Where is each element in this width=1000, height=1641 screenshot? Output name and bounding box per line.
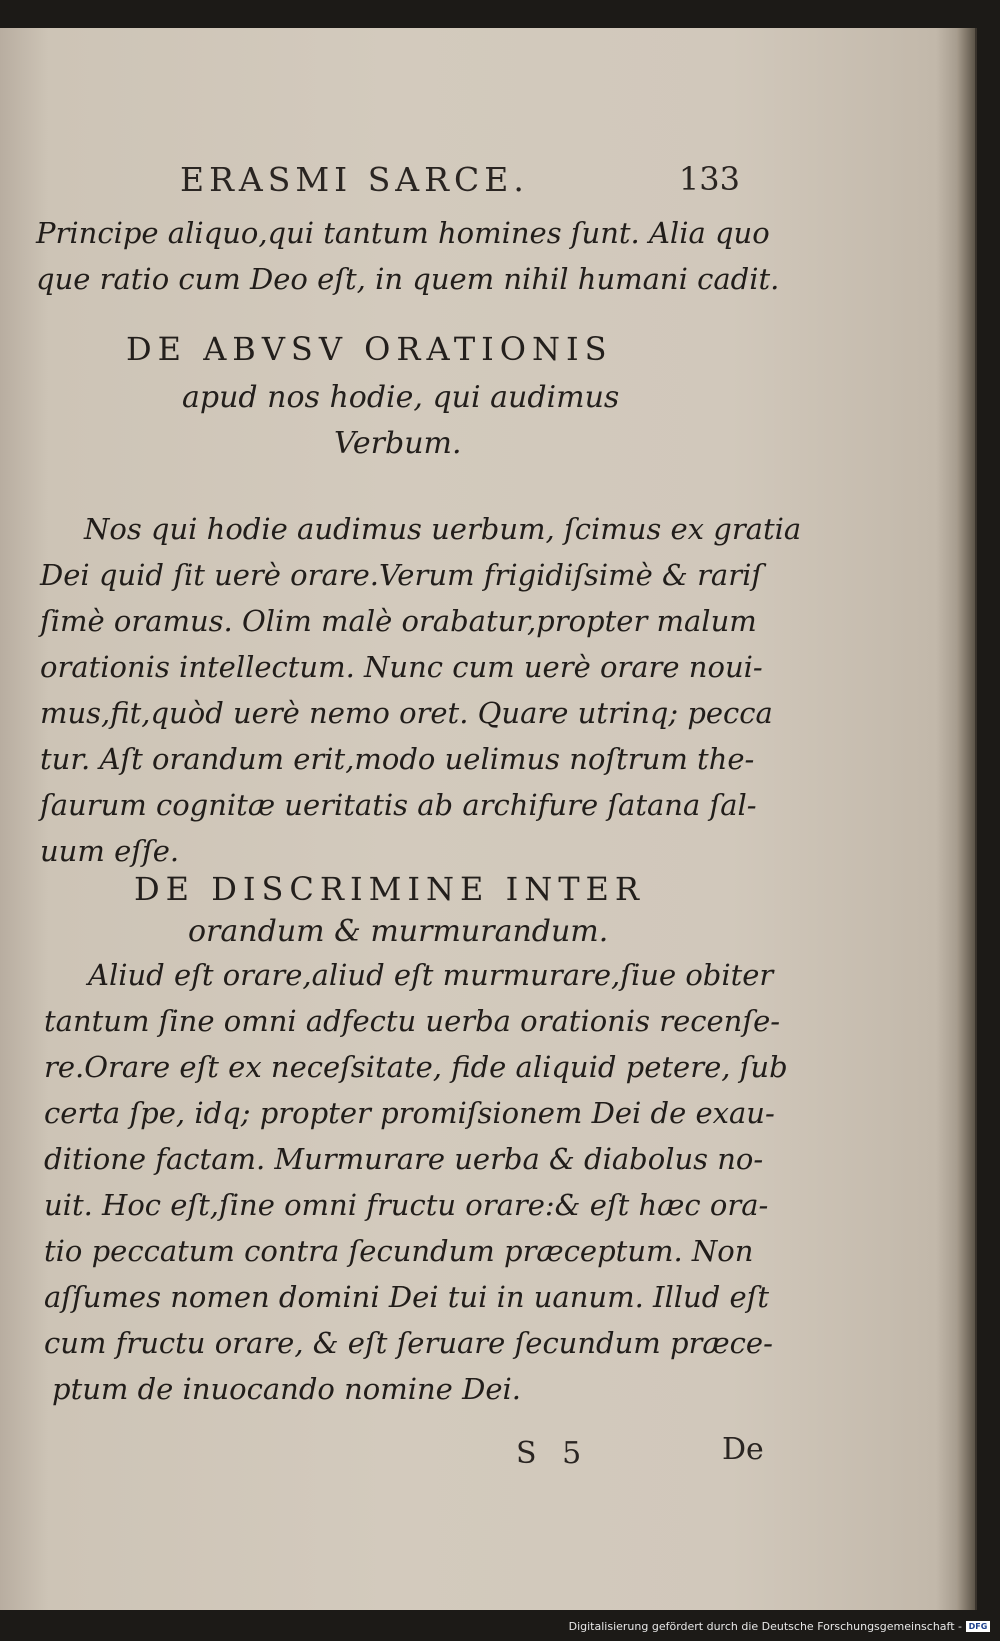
section-subheading: Verbum. [334, 426, 462, 461]
running-title: ERASMI SARCE. [180, 160, 529, 199]
text-line: ſaurum cognitæ ueritatis ab archifure ſatana ſal- [40, 788, 757, 822]
text-line: mus,fit,quòd uerè nemo oret. Quare utrinq; pecca [40, 696, 773, 730]
text-line: certa ſpe, idq; propter promiſsionem Dei de exau- [44, 1096, 775, 1130]
catchword: De [722, 1432, 764, 1467]
signature-mark: S 5 [516, 1436, 590, 1471]
text-line: uum eſſe. [40, 834, 180, 868]
text-line: orationis intellectum. Nunc cum uerè orare noui- [40, 650, 763, 684]
text-line: tantum ſine omni adfectu uerba orationis recenſe- [44, 1004, 781, 1038]
text-line: re.Orare eſt ex neceſsitate, fide aliquid petere, ſub [44, 1050, 788, 1084]
section-heading: DE DISCRIMINE INTER [134, 870, 645, 908]
text-line: que ratio cum Deo eſt, in quem nihil humani cadit. [36, 262, 780, 296]
text-line: Aliud eſt orare,aliud eſt murmurare,ſiue obiter [88, 958, 774, 992]
text-line: aſſumes nomen domini Dei tui in uanum. Illud eſt [44, 1280, 770, 1314]
dfg-logo-icon: DFG [966, 1621, 990, 1632]
section-subheading: apud nos hodie, qui audimus [182, 380, 620, 415]
text-line: tur. Aſt orandum erit,modo uelimus noſtrum the- [40, 742, 755, 776]
text-line: ſimè oramus. Olim malè orabatur,propter malum [40, 604, 757, 638]
book-page [0, 28, 977, 1610]
text-line: Nos qui hodie audimus uerbum, ſcimus ex gratia [84, 512, 802, 546]
footer-text: Digitalisierung gefördert durch die Deutsche Forschungsgemeinschaft - [568, 1619, 962, 1633]
text-line: Dei quid ſit uerè orare.Verum frigidiſsimè & rariſ [40, 558, 763, 592]
text-line: ditione factam. Murmurare uerba & diabolus no- [44, 1142, 764, 1176]
page-edge [957, 28, 975, 1610]
text-line: Principe aliquo,qui tantum homines ſunt. Alia quo [36, 216, 770, 250]
text-line: ptum de inuocando nomine Dei. [52, 1372, 521, 1406]
text-line: cum fructu orare, & eſt ſeruare ſecundum præce- [44, 1326, 773, 1360]
digitization-footer [569, 1619, 990, 1633]
folio-number: 133 [678, 160, 740, 198]
running-head [180, 160, 740, 204]
section-subheading: orandum & murmurandum. [188, 914, 609, 949]
text-line: tio peccatum contra ſecundum præceptum. Non [44, 1234, 754, 1268]
text-line: uit. Hoc eſt,ſine omni fructu orare:& eſt hæc ora- [44, 1188, 769, 1222]
section-heading: DE ABVSV ORATIONIS [126, 330, 613, 368]
